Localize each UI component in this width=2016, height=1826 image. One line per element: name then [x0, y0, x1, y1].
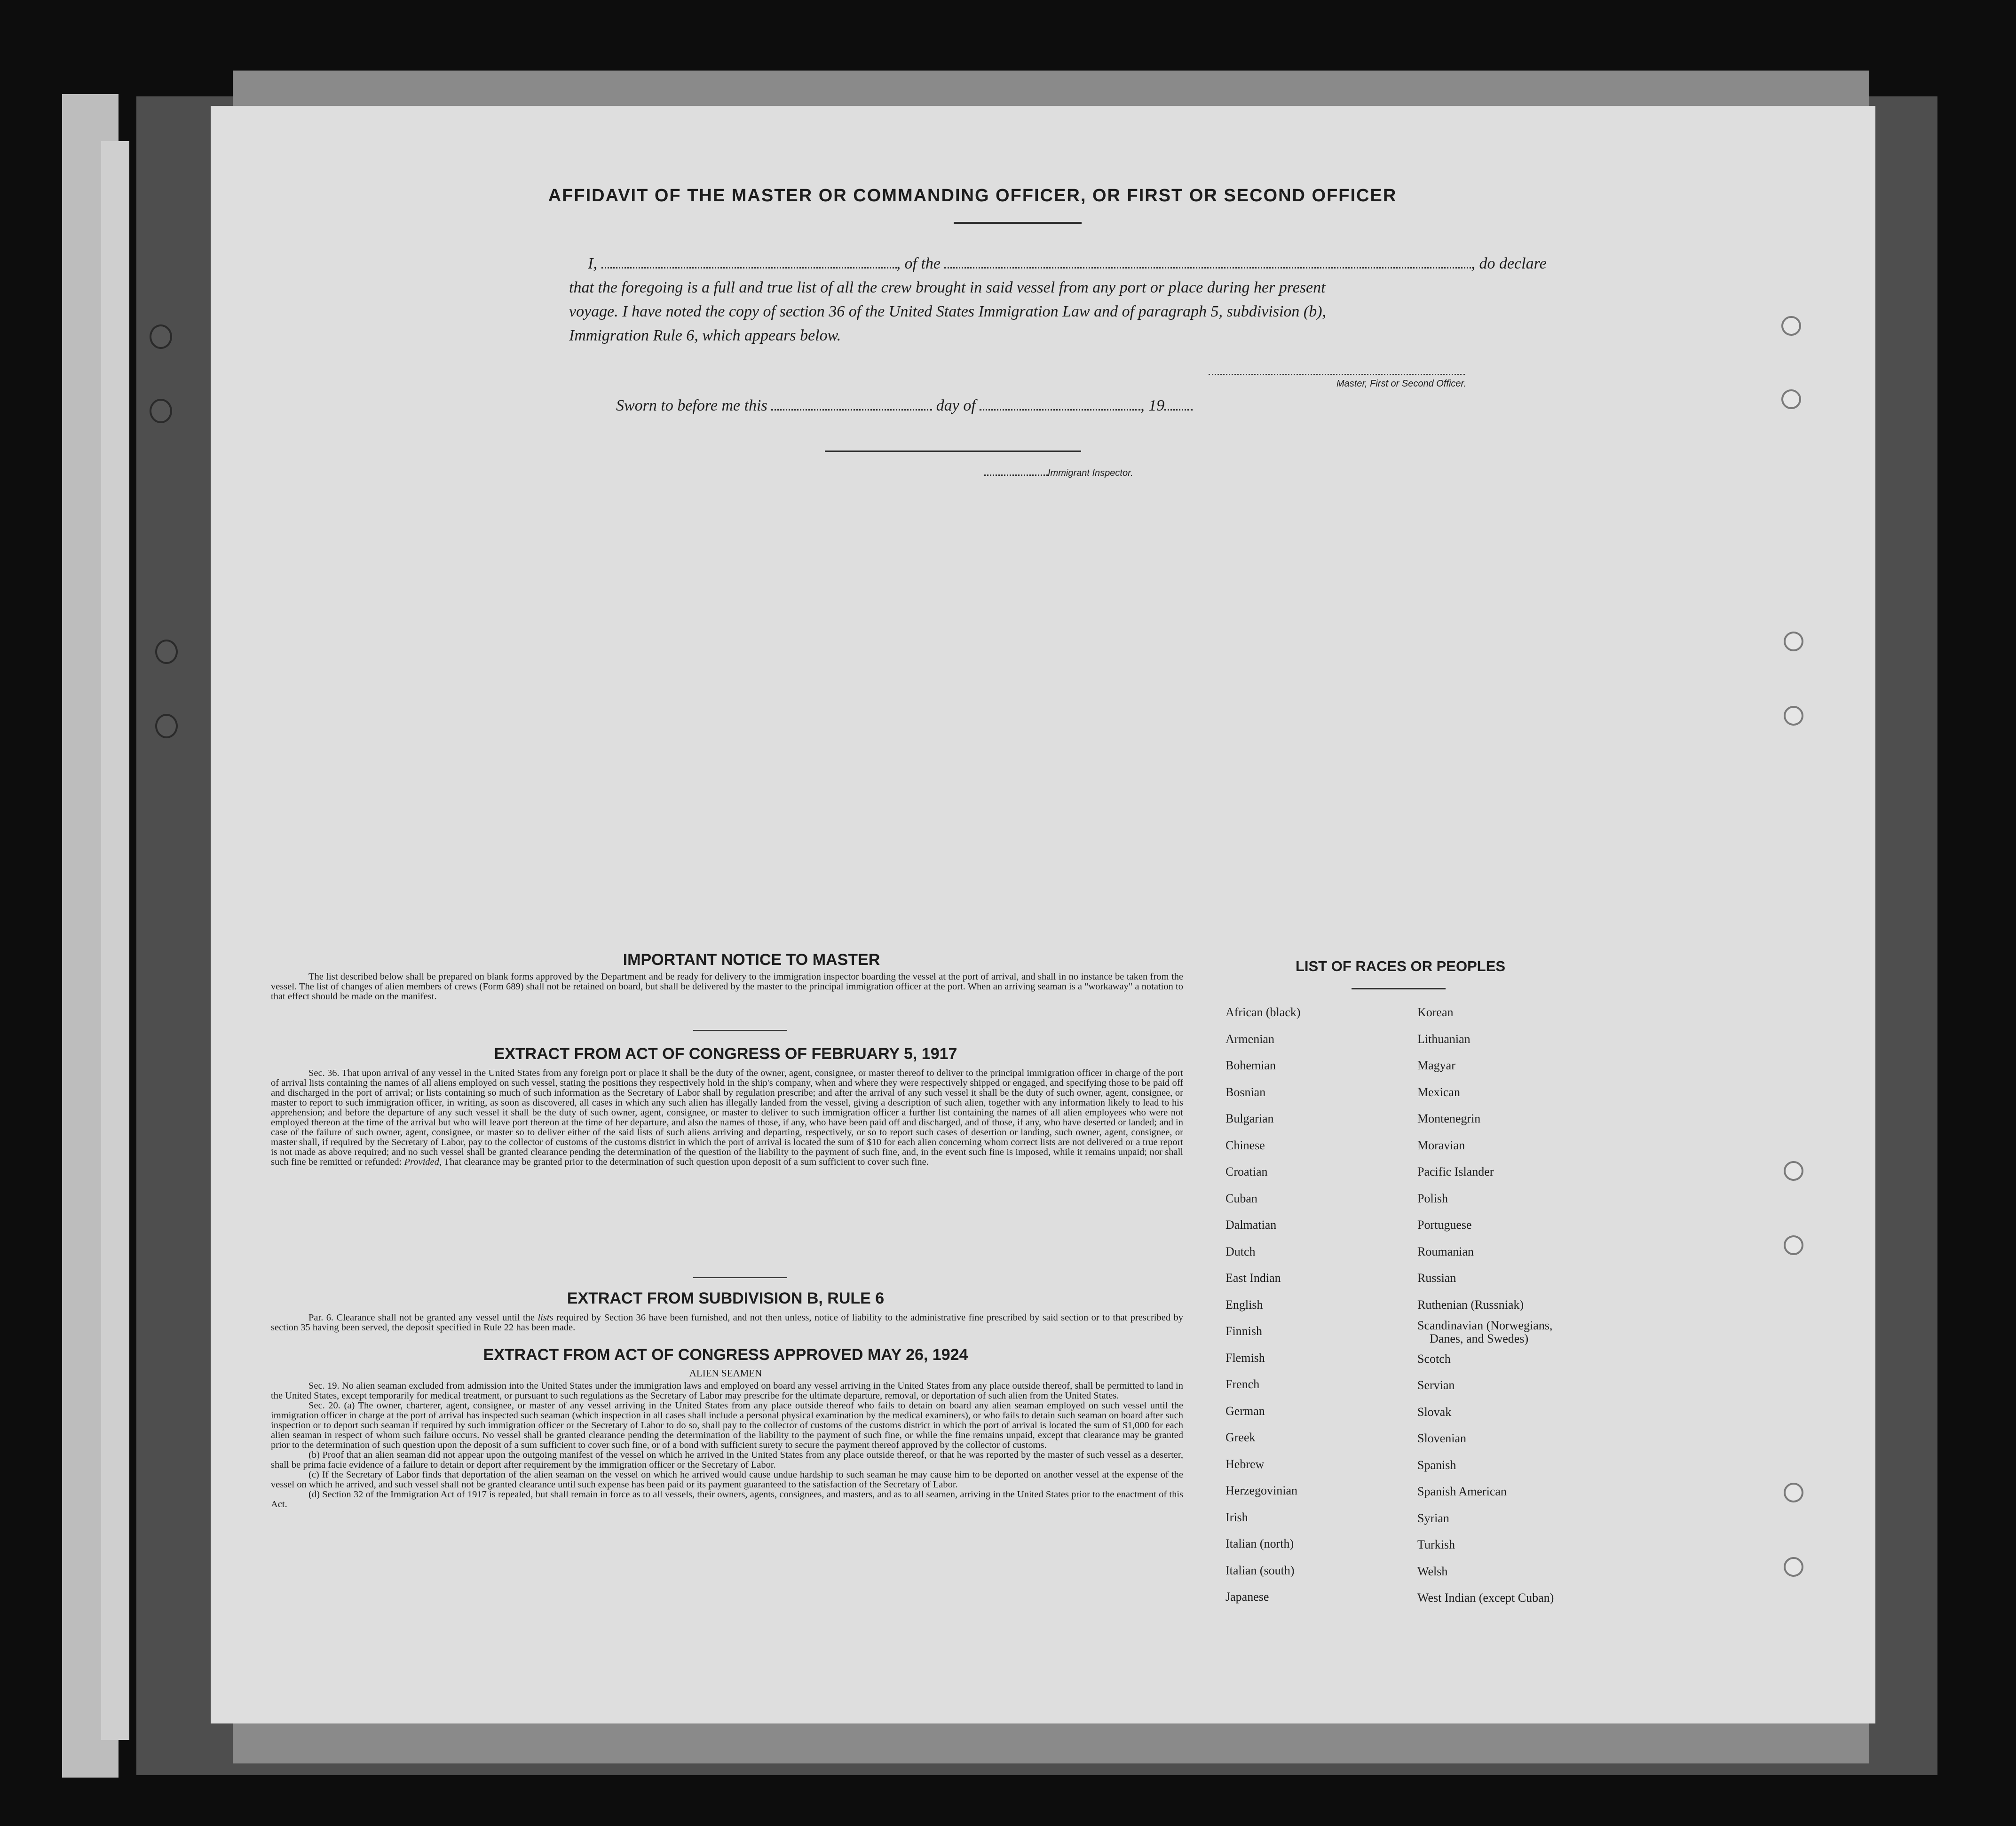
- inspector-label: Immigrant Inspector.: [1048, 468, 1133, 478]
- inspector-dots: [984, 474, 1048, 476]
- race-item: East Indian: [1225, 1271, 1281, 1285]
- alien-seamen-subtitle: ALIEN SEAMEN: [689, 1368, 762, 1379]
- race-item: Greek: [1225, 1431, 1256, 1444]
- race-item: Finnish: [1225, 1324, 1263, 1338]
- master-signature-line[interactable]: [1209, 374, 1465, 375]
- sec-20b: (b) Proof that an alien seaman did not appear upon the outgoing manifest of the vessel on which he arrived in the United States from any place outside thereof, or that he was reported by the master of such vessel as a deserter, shall be prima facie evidence of a failure to detain or deport after requirement by the immigration officer or the Secretary of Labor.: [271, 1450, 1183, 1470]
- punch-hole: [1784, 1483, 1803, 1502]
- binder-hole: [155, 640, 178, 664]
- race-item: Montenegrin: [1417, 1112, 1481, 1125]
- lists-word: lists: [538, 1312, 553, 1323]
- race-item: Scandinavian (Norwegians,: [1417, 1319, 1553, 1332]
- race-item: Bohemian: [1225, 1059, 1276, 1072]
- race-item: Portuguese: [1417, 1218, 1472, 1232]
- inspector-signature-line[interactable]: [825, 451, 1081, 452]
- sec-20c: (c) If the Secretary of Labor finds that deportation of the alien seaman on the vessel on which he arrived would cause undue hardship to such seaman he may cause him to be deported on another vessel at the expense of the vessel on which he arrived, and such vessel shall not be granted clearance until such expense has been paid or its payment guaranteed to the satisfaction of the Secretary of Labor.: [271, 1470, 1183, 1490]
- day-of-text: day of: [936, 397, 976, 414]
- race-item: Dutch: [1225, 1244, 1256, 1258]
- do-declare-text: , do declare: [1471, 255, 1547, 272]
- punch-hole: [1784, 706, 1803, 726]
- sec-20a: Sec. 20. (a) The owner, charterer, agent, consignee, or master of any vessel arriving in the United States from any place outside thereof who fails to detain on board any alien seaman employed on such vessel until the immigration officer in charge at the port of arrival has inspected such seaman (which inspection in all cases shall include a personal physical examination by the medical examiners), or who fails to detain such seaman on board after such inspection or to deport such seaman if required by such immigration officer or the Secretary of Labor to do so, shall pay to the collector of customs of the customs district in which the port of arrival is located the sum of $1,000 for each alien seaman in respect of whom such failure occurs. No vessel shall be granted clearance pending the determination of the liability to the payment of such fine, or while the fine remains unpaid, except that clearance may be granted prior to the determination of such question upon the deposit of a sum sufficient to cover such fine, or of a bond with sufficient surety to secure the payment thereof approved by the collector of customs.: [271, 1400, 1183, 1450]
- binder-hole: [150, 324, 172, 349]
- left-page-edge-inner: [101, 141, 129, 1740]
- affidavit-declaration: [569, 252, 1679, 348]
- master-signature-label: Master, First or Second Officer.: [1336, 379, 1466, 389]
- binder-hole: [150, 399, 172, 423]
- extract-rule6-text: [271, 1313, 1183, 1333]
- punch-hole: [1784, 1235, 1803, 1255]
- race-item: Servian: [1417, 1378, 1455, 1392]
- binder-hole: [155, 714, 178, 738]
- inspector-label-wrap: [984, 468, 1133, 479]
- punch-hole: [1781, 389, 1801, 409]
- extract-1924-text: [271, 1381, 1183, 1510]
- extract-1917-body: Sec. 36. That upon arrival of any vessel in the United States from any foreign port or place it shall be the duty of the owner, agent, consignee, or master thereof to deliver to the principal immigration officer in charge of the port of arrival lists containing the names of all aliens employed on such vessel, stating the positions they respectively hold in the ship's company, when and where they were respectively shipped or engaged, and specifying those to be paid off and discharged in the port of arrival; or lists containing so much of such information as the Secretary of Labor shall by regulation prescribe; and after the arrival of any such vessel it shall be the duty of such owner, agent, consignee, or master to report to such immigration officer, in writing, as soon as discovered, all cases in which any such alien has illegally landed from the vessel, giving a description of such alien, together with any information likely to lead to his apprehension; and before the departure of any such vessel it shall be the duty of such owner, agent, consignee, or master to deliver to such immigration officer a further list containing the names of all alien employees who were not employed thereon at the time of the arrival but who will leave port thereon at the time of her departure, and also the names of those, if any, who have been paid off and discharged, and of those, if any, who have deserted or landed; and in case of the failure of such owner, agent, consignee, or master so to deliver either of the said lists of such aliens arriving and departing, respectively, or so to report such cases of desertion or landing, such owner, agent, consignee, or master shall, if required by the Secretary of Labor, pay to the collector of customs of the customs district in which the port of arrival is located the sum of $10 for each alien concerning whom correct lists are not delivered or a true report is not made as above required; and no such vessel shall be granted clearance pending the determination of the question of the liability to the payment of such fine, and, in the event such fine is imposed, while it remains unpaid; nor shall such fine be remitted or refunded:: [271, 1068, 1183, 1167]
- title-rule: [954, 222, 1082, 224]
- rule6-text-b: required by Section 36 have been furnished, and not then unless, notice of liability to the administrative fine prescribed by said section or to that prescribed by section 35 having been served, the deposit specified in Rule 22 has been made.: [271, 1312, 1184, 1333]
- sec-20d: (d) Section 32 of the Immigration Act of 1917 is repealed, but shall remain in force as to all vessels, their owners, agents, consignees, and masters, and as to all seamen, arriving in the United States prior to the enactment of this Act.: [271, 1489, 1183, 1510]
- race-item: French: [1225, 1377, 1260, 1391]
- affidavit-title: AFFIDAVIT OF THE MASTER OR COMMANDING OFFICER, OR FIRST OR SECOND OFFICER: [548, 186, 1397, 206]
- sworn-day-field[interactable]: [771, 409, 932, 411]
- punch-hole: [1784, 632, 1803, 651]
- race-item: Ruthenian (Russniak): [1417, 1297, 1524, 1312]
- race-item: Irish: [1225, 1510, 1248, 1524]
- race-item: Bulgarian: [1225, 1112, 1274, 1125]
- declaration-line-4: Immigration Rule 6, which appears below.: [569, 327, 841, 344]
- race-item: Japanese: [1225, 1590, 1269, 1604]
- race-item: Turkish: [1417, 1538, 1455, 1551]
- race-item: Mexican: [1417, 1085, 1460, 1099]
- sworn-text: Sworn to before me this: [616, 397, 767, 414]
- name-field[interactable]: [601, 267, 897, 269]
- race-item: Russian: [1417, 1271, 1456, 1285]
- race-item: Spanish American: [1417, 1485, 1507, 1498]
- declarant-i: I,: [588, 255, 597, 272]
- race-item: Croatian: [1225, 1165, 1268, 1178]
- races-title: LIST OF RACES OR PEOPLES: [1295, 958, 1506, 974]
- year-prefix: , 19: [1140, 397, 1165, 414]
- race-item: Herzegovinian: [1225, 1484, 1298, 1497]
- race-item: Dalmatian: [1225, 1218, 1277, 1232]
- extract-rule6-title: EXTRACT FROM SUBDIVISION B, RULE 6: [567, 1289, 885, 1307]
- race-item: Armenian: [1225, 1032, 1274, 1046]
- race-item: Spanish: [1417, 1458, 1456, 1472]
- race-item: Italian (north): [1225, 1537, 1294, 1550]
- race-item: Chinese: [1225, 1138, 1265, 1152]
- sec-19: Sec. 19. No alien seaman excluded from admission into the United States under the immigration laws and employed on board any vessel arriving in the United States from any place outside thereof, shall be permitted to land in the United States, except temporarily for medical treatment, or pursuant to such regulations as the Secretary of Labor may prescribe for the ultimate departure, removal, or deportation of such alien from the United States.: [271, 1381, 1183, 1401]
- sworn-month-field[interactable]: [980, 409, 1140, 411]
- extract-1917-text: [271, 1068, 1183, 1167]
- race-item-continuation: Danes, and Swedes): [1430, 1332, 1529, 1345]
- notice-title: IMPORTANT NOTICE TO MASTER: [623, 951, 880, 969]
- race-item: West Indian (except Cuban): [1417, 1591, 1554, 1605]
- extract-1917-title: EXTRACT FROM ACT OF CONGRESS OF FEBRUARY 5, 1917: [494, 1045, 957, 1063]
- race-item: Scotch: [1417, 1352, 1451, 1366]
- punch-hole: [1784, 1557, 1803, 1577]
- notice-text: The list described below shall be prepared on blank forms approved by the Department and be ready for delivery to the immigration inspector boarding the vessel at the port of arrival, and shall in no instance be taken from the vessel. The list of changes of alien members of crews (Form 689) shall not be retained on board, but shall be delivered by the master to the principal immigration officer at the port. When an arriving seaman is a "workaway" a notation to that effect should be made on the manifest.: [271, 972, 1183, 1002]
- extract-1924-title: EXTRACT FROM ACT OF CONGRESS APPROVED MAY 26, 1924: [483, 1346, 968, 1364]
- race-item-scandinavian: [1417, 1319, 1662, 1346]
- sworn-year-field[interactable]: [1164, 409, 1193, 411]
- punch-hole: [1781, 316, 1801, 336]
- race-item: Lithuanian: [1417, 1032, 1470, 1046]
- document-page: [211, 106, 1875, 1723]
- vessel-field[interactable]: [944, 267, 1471, 269]
- race-item: English: [1225, 1297, 1263, 1312]
- declaration-line-3: voyage. I have noted the copy of section 36 of the United States Immigration Law and of paragraph 5, subdivision (b),: [569, 303, 1327, 320]
- rule6-text-a: Par. 6. Clearance shall not be granted any vessel until the: [308, 1312, 535, 1323]
- sworn-line: [616, 394, 1193, 418]
- race-item: Welsh: [1417, 1564, 1448, 1578]
- race-item: Korean: [1417, 1005, 1454, 1019]
- notice-rule: [693, 1030, 787, 1031]
- race-item: Slovak: [1417, 1405, 1452, 1419]
- race-item: Syrian: [1417, 1511, 1449, 1525]
- race-item: Flemish: [1225, 1351, 1265, 1365]
- race-item: Italian (south): [1225, 1563, 1295, 1577]
- provided-word: Provided,: [404, 1157, 442, 1167]
- race-item: Bosnian: [1225, 1085, 1266, 1099]
- proviso-text: That clearance may be granted prior to the determination of such question upon deposit of a sum sufficient to cover such fine.: [443, 1157, 929, 1167]
- race-item: Magyar: [1417, 1059, 1455, 1072]
- race-item: African (black): [1225, 1005, 1301, 1019]
- race-item: German: [1225, 1404, 1265, 1418]
- race-item: Pacific Islander: [1417, 1165, 1494, 1178]
- extract-1917-rule: [693, 1277, 787, 1278]
- races-right-column: [1417, 999, 1662, 1612]
- races-rule: [1352, 988, 1446, 989]
- declaration-line-2: that the foregoing is a full and true list of all the crew brought in said vessel from any port or place during her present: [569, 279, 1326, 296]
- race-item: Polish: [1417, 1191, 1448, 1205]
- race-item: Hebrew: [1225, 1457, 1265, 1471]
- punch-hole: [1784, 1161, 1803, 1181]
- race-item: Slovenian: [1417, 1431, 1466, 1445]
- race-item: Moravian: [1417, 1138, 1465, 1152]
- of-the-text: , of the: [896, 255, 941, 272]
- race-item: Roumanian: [1417, 1244, 1474, 1258]
- race-item: Cuban: [1225, 1191, 1257, 1205]
- races-left-column: [1225, 999, 1404, 1611]
